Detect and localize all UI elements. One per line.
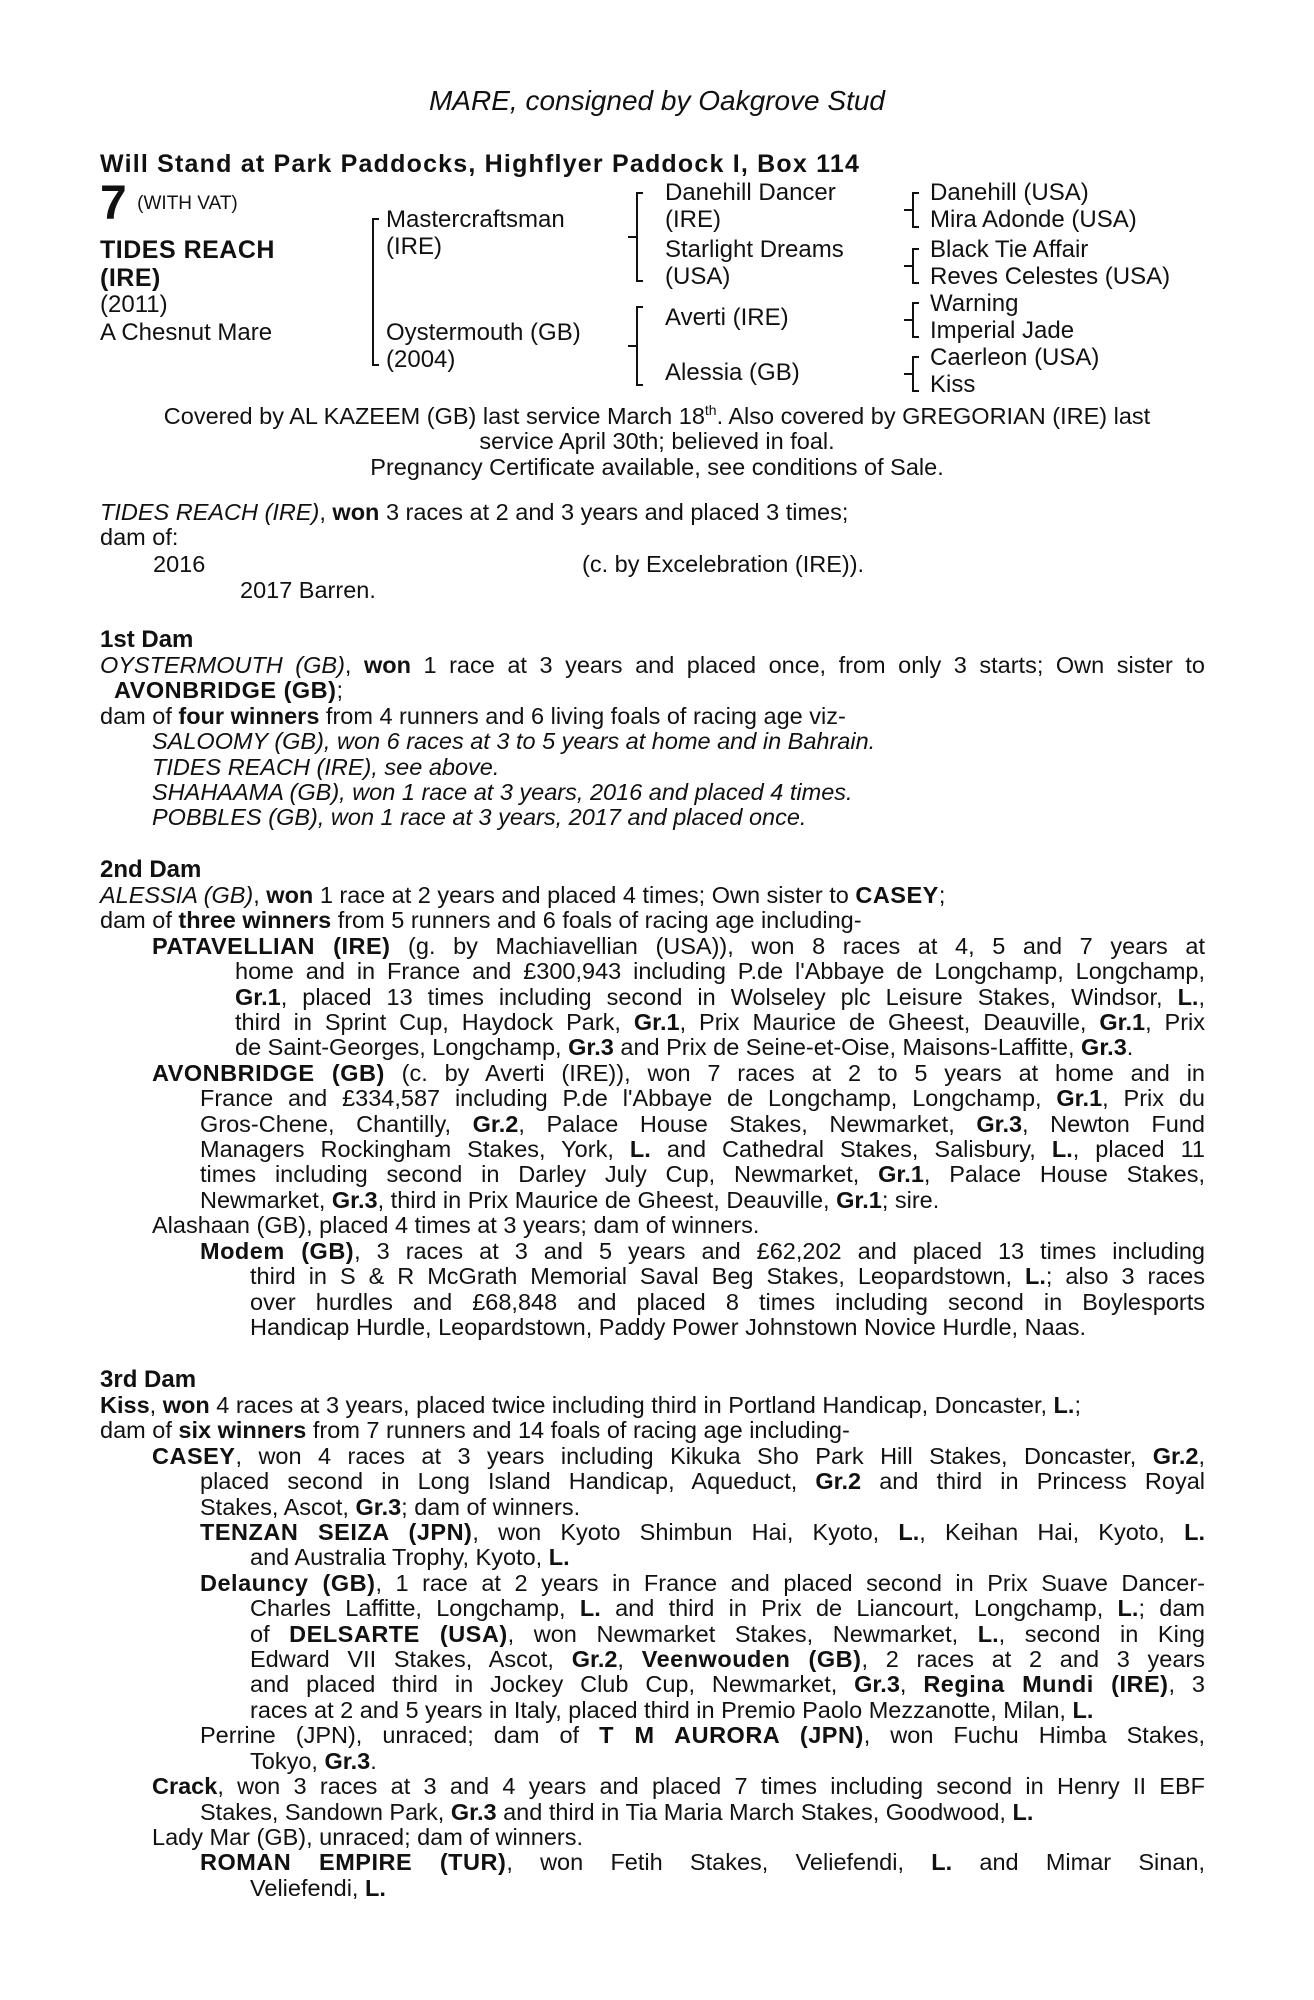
lot-block [100,177,238,230]
text-run: , [899,1671,924,1698]
text-run: won [332,499,380,525]
brace-sire [636,192,638,282]
text-run: (g. by Machiavellian (USA)), won 8 races at 4, 5 and 7 years at [390,932,1205,959]
text-run: Gr.3 [1081,1034,1127,1061]
text-line [100,883,1205,908]
text-run: and third in Prix de Liancourt, Longchamp, [600,1595,1118,1622]
text-run: , [344,652,364,678]
lot-number: 7 [100,177,127,230]
covered-note [0,398,1314,480]
text-run: won [363,652,411,678]
text-run: Managers Rockingham Stakes, York, [200,1136,630,1163]
text-run: Regina Mundi (IRE) [923,1671,1169,1698]
first-dam-heading: 1st Dam [100,626,194,653]
third-dam-heading: 3rd Dam [100,1366,197,1393]
text-run: and Prix de Seine-et-Oise, Maisons-Laffitte, [613,1034,1082,1061]
text-run: and placed third in Jockey Club Cup, Newmarket, [250,1671,855,1698]
text-run: de Saint-Georges, Longchamp, [235,1034,569,1061]
text-run: , placed 11 [1072,1136,1205,1163]
dam-sire: Averti (IRE) [665,304,789,331]
text-run: , 3 races at 3 and 5 years and £62,202 and placed 13 times including [354,1237,1205,1264]
text-line [100,653,1205,678]
text-line [235,985,1205,1010]
text-run: , Palace House Stakes, [923,1161,1206,1188]
text-run: from 5 runners and 6 foals of racing age including- [331,907,862,934]
text-run: ; dam [1138,1595,1205,1622]
horse-suffix: (IRE) [100,264,161,292]
text-run: L. [579,1595,601,1622]
gg-3: Black Tie Affair [930,236,1089,263]
text-line: Covered by AL KAZEEM (GB) last service March 18th. Also covered by GREGORIAN (IRE) last [163,402,1151,429]
text-run: AVONBRIDGE (GB) [152,1059,385,1086]
text-run: Perrine (JPN), unraced; dam of [200,1722,600,1749]
text-run: PATAVELLIAN (IRE) [152,932,391,959]
text-run: DELSARTE (USA) [289,1620,508,1647]
text-run: Kiss [100,1392,150,1418]
text-run: T M AURORA (JPN) [599,1722,864,1749]
text-run: L. [1117,1595,1139,1622]
text-run: L. [1024,1263,1046,1290]
text-run: dam of [100,702,179,729]
text-run: . [1126,1034,1134,1061]
location-line: Will Stand at Park Paddocks, Highflyer Paddock I, Box 114 [100,150,861,178]
text-run: and Cathedral Stakes, Salisbury, [650,1136,1052,1163]
gg-1: Danehill (USA) [930,179,1089,206]
text-run: Edward VII Stakes, Ascot, [250,1646,572,1673]
text-run: , [149,1392,163,1418]
gg-6: Imperial Jade [930,317,1075,344]
text-run: , won Fetih Stakes, Veliefendi, [506,1849,932,1876]
sire-name: Mastercraftsman [386,206,565,233]
text-line [200,1571,1205,1596]
text-run: L. [1072,1696,1094,1723]
text-run: Gr.2 [815,1468,862,1495]
text-run: , won 3 races at 3 and 4 years and placed 7 times including second in Henry II EBF [217,1773,1205,1800]
text-line: Pregnancy Certificate available, see conditions of Sale. [370,453,944,480]
text-run: Modem (GB) [200,1237,355,1264]
gg-2: Mira Adonde (USA) [930,206,1137,233]
text-line [200,1850,1205,1875]
text-run: , won Fuchu Himba Stakes, [863,1722,1205,1749]
text-line: SHAHAAMA (GB), won 1 race at 3 years, 2016 and placed 4 times. [152,779,853,806]
text-run: won [162,1392,210,1418]
text-run: , [617,1646,642,1673]
text-run: , Prix Maurice de Gheest, Deauville, [679,1009,1100,1036]
text-run: , third in Prix Maurice de Gheest, Deauville, [377,1186,837,1213]
text-run: Gr.1 [1099,1009,1146,1036]
text-line: POBBLES (GB), won 1 race at 3 years, 2017 and placed once. [152,804,807,831]
dam-name: Oystermouth (GB) [386,319,581,346]
text-run: 1 race at 3 years and placed once, from only 3 starts; Own sister to [410,652,1205,678]
text-run: ALESSIA (GB) [100,882,254,908]
text-run: Gr.3 [331,1186,378,1213]
text-line: Handicap Hurdle, Leopardstown, Paddy Power Johnstown Novice Hurdle, Naas. [250,1313,1087,1340]
text-line [235,1035,1205,1060]
text-run: L. [364,1874,386,1901]
text-run: Gr.3 [324,1747,371,1774]
text-line [152,934,1205,959]
text-run: , second in King [998,1620,1205,1647]
text-run: , Prix [1145,1009,1206,1036]
text-run: Delauncy (GB) [200,1569,376,1596]
text-run [100,653,1205,831]
text-line [200,1162,1205,1187]
sire-suffix: (IRE) [386,233,442,260]
text-run: Gr.3 [854,1671,900,1698]
text-run: L. [629,1136,651,1163]
text-line [152,1061,1205,1086]
text-run: L. [931,1849,953,1876]
text-line: home and in France and £300,943 including P.de l'Abbaye de Longchamp, Longchamp, [235,958,1205,985]
text-run: won [266,882,314,908]
text-line [200,1086,1205,1111]
text-run: L. [1053,1392,1075,1418]
text-run: , Prix du [1102,1085,1205,1112]
produce-2017: 2017 Barren. [240,577,376,603]
text-line [152,1774,1205,1799]
text-run: , 2 races at 2 and 3 years [861,1646,1205,1673]
text-run: Gr.3 [976,1110,1023,1137]
vat-note: (WITH VAT) [137,193,238,214]
text-run: Stakes, Ascot, [200,1493,356,1520]
sire-sire-suffix: (IRE) [665,206,721,233]
text-run: Gr.1 [878,1161,924,1188]
text-run: three winners [178,907,332,934]
text-run: , won Newmarket Stakes, Newmarket, [507,1620,978,1647]
text-run: 3 races at 2 and 3 years and placed 3 times; [379,499,849,525]
third-dam-section [100,1367,1205,1901]
text-run: Covered by AL KAZEEM (GB) last service March 18 [163,402,705,429]
text-line [100,1393,1205,1418]
text-run: Veliefendi, [250,1874,365,1901]
text-line [100,908,1205,933]
text-line [235,1010,1205,1035]
text-run: TENZAN SEIZA (JPN) [200,1519,473,1546]
text-line: service April 30th; believed in foal. [479,428,835,455]
text-run: Stakes, Sandown Park, [200,1798,451,1825]
text-run: Gr.2 [1152,1442,1199,1469]
sire-dam-suffix: (USA) [665,263,731,290]
text-run: ; [1074,1392,1081,1418]
produce-record [100,500,848,551]
text-line [200,1188,1205,1213]
text-run: , [1198,983,1205,1010]
brace-g2 [912,248,914,284]
text-run: , 3 [1168,1671,1205,1698]
text-run: ; also 3 races [1045,1263,1205,1290]
text-run: L. [898,1519,920,1546]
text-run: L. [1012,1798,1034,1825]
text-line [250,1672,1205,1697]
text-line [250,1622,1205,1647]
text-run: , won Kyoto Shimbun Hai, Kyoto, [472,1519,899,1546]
text-run: CASEY [152,1442,236,1469]
text-run: Tokyo, [250,1747,325,1774]
text-run: TIDES REACH (IRE) [100,499,320,525]
text-run: , 1 race at 2 years in France and placed second in Prix Suave Dancer- [375,1569,1206,1596]
text-line [200,1137,1205,1162]
text-run: AVONBRIDGE (GB) [114,677,337,704]
brace-dam [636,306,638,386]
second-dam-section [100,857,1205,1340]
text-run: placed second in Long Island Handicap, Aqueduct, [200,1468,816,1495]
gg-4: Reves Celestes (USA) [930,263,1171,290]
text-run: six winners [178,1417,307,1444]
text-line: SALOOMY (GB), won 6 races at 3 to 5 years at home and in Bahrain. [152,728,876,755]
text-run: races at 2 and 5 years in Italy, placed third in Premio Paolo Mezzanotte, Milan, [250,1696,1073,1723]
text-run: dam of [100,907,179,934]
text-run: , Keihan Hai, Kyoto, [919,1519,1185,1546]
text-run: and Mimar Sinan, [952,1849,1205,1876]
brace-col1 [372,218,374,366]
text-run: L. [548,1544,570,1571]
text-line [250,1647,1205,1672]
text-line [200,1723,1205,1748]
text-run: and third in Princess Royal [861,1468,1205,1495]
text-run: , Newton Fund [1022,1110,1205,1137]
text-line [200,1520,1205,1545]
text-run: Gr.3 [568,1034,614,1061]
text-line [200,1112,1205,1137]
text-run: from 7 runners and 14 foals of racing age including- [306,1417,850,1444]
text-line [250,1698,1205,1723]
horse-description: A Chesnut Mare [100,319,273,346]
text-line [152,1444,1205,1469]
text-run: , [1198,1442,1205,1469]
text-run: four winners [178,702,320,729]
text-run: , [253,882,267,908]
sire-sire: Danehill Dancer [665,179,836,206]
text-run: Newmarket, [200,1186,332,1213]
text-run: and Australia Trophy, Kyoto, [250,1544,549,1571]
text-run: Veenwouden (GB) [641,1646,862,1673]
text-run: L. [1177,983,1199,1010]
text-run: Gros-Chene, Chantilly, [200,1110,473,1137]
text-run: dam of [100,1417,179,1444]
text-line: Lady Mar (GB), unraced; dam of winners. [152,1823,584,1850]
text-line [100,704,1205,729]
text-run: Charles Laffitte, Longchamp, [250,1595,580,1622]
text-run [100,883,1205,1340]
text-run: Gr.3 [355,1493,402,1520]
text-run: and third in Tia Maria March Stakes, Goodwood, [496,1798,1013,1825]
text-run: of [250,1620,290,1647]
sire-dam: Starlight Dreams [665,236,844,263]
brace-g1 [912,192,914,228]
text-run: Gr.1 [235,983,281,1010]
text-line [200,1469,1205,1494]
brace-g4 [912,356,914,392]
produce-2016: 2016 [153,551,206,577]
page-title: MARE, consigned by Oakgrove Stud [428,85,885,116]
text-line [250,1264,1205,1289]
text-run: ; sire. [881,1186,940,1213]
text-run: ; [938,882,946,908]
text-run: Gr.2 [571,1646,618,1673]
text-run: L. [977,1620,999,1647]
text-run: 4 races at 3 years, placed twice including third in Portland Handicap, Doncaster, [209,1392,1054,1418]
dam-dam: Alessia (GB) [665,359,800,386]
text-run: ; [336,677,344,704]
text-line [200,1495,1205,1520]
text-run: Gr.2 [472,1110,519,1137]
text-line [200,1800,1205,1825]
text-line [250,1876,1205,1901]
gg-8: Kiss [930,371,976,398]
text-run: 1 race at 2 years and placed 4 times; Own sister to [313,882,856,908]
dam-year: (2004) [386,346,456,373]
text-run: , won 4 races at 3 years including Kikuka Sho Park Hill Stakes, Doncaster, [235,1442,1153,1469]
text-run: Gr.3 [450,1798,497,1825]
produce-2016-note: (c. by Excelebration (IRE)). [582,551,865,577]
text-run: L. [1051,1136,1073,1163]
text-run: L. [1184,1519,1206,1546]
text-line [200,1239,1205,1264]
text-run: ; dam of winners. [401,1493,581,1520]
brace-g3 [912,302,914,338]
text-run: ROMAN EMPIRE (TUR) [200,1849,507,1876]
text-line [250,1596,1205,1621]
text-run: France and £334,587 including P.de l'Abbaye de Longchamp, Longchamp, [200,1085,1057,1112]
text-line [250,1545,1205,1570]
text-line [100,1418,1205,1443]
text-run: third in Sprint Cup, Haydock Park, [235,1009,634,1036]
text-run: Crack [152,1773,218,1800]
text-run: third in S & R McGrath Memorial Saval Beg Stakes, Leopardstown, [250,1263,1025,1290]
text-run: OYSTERMOUTH (GB) [100,652,345,678]
text-run: (c. by Averti (IRE)), won 7 races at 2 to 5 years at home and in [384,1059,1205,1086]
text-line: Alashaan (GB), placed 4 times at 3 years; dam of winners. [152,1212,760,1239]
text-run [100,1393,1205,1901]
second-dam-heading: 2nd Dam [100,856,202,883]
gg-5: Warning [930,290,1019,317]
text-run: Gr.1 [836,1186,882,1213]
text-line: over hurdles and £68,848 and placed 8 times including second in Boylesports [250,1288,1205,1315]
first-dam-section [100,627,1205,831]
text-run: Gr.1 [1056,1085,1103,1112]
text-run: CASEY [855,882,939,908]
text-run: from 4 runners and 6 living foals of racing age viz- [319,702,846,729]
horse-name: TIDES REACH [100,236,275,264]
text-run: . Also covered by GREGORIAN (IRE) last [716,402,1151,429]
text-run: times including second in Darley July Cup, Newmarket, [200,1161,879,1188]
foaling-year: (2011) [100,291,168,318]
gg-7: Caerleon (USA) [930,344,1100,371]
text-run: . [370,1747,377,1774]
text-line: TIDES REACH (IRE), see above. [152,753,500,780]
text-line: dam of: [100,524,179,551]
text-line [250,1749,1205,1774]
text-run: , Palace House Stakes, Newmarket, [518,1110,977,1137]
text-run: Gr.1 [633,1009,680,1036]
text-line: TIDES REACH (IRE), won 3 races at 2 and 3 years and placed 3 times; [100,499,849,525]
text-line [100,678,1205,703]
text-run: , placed 13 times including second in Wolseley plc Leisure Stakes, Windsor, [280,983,1178,1010]
